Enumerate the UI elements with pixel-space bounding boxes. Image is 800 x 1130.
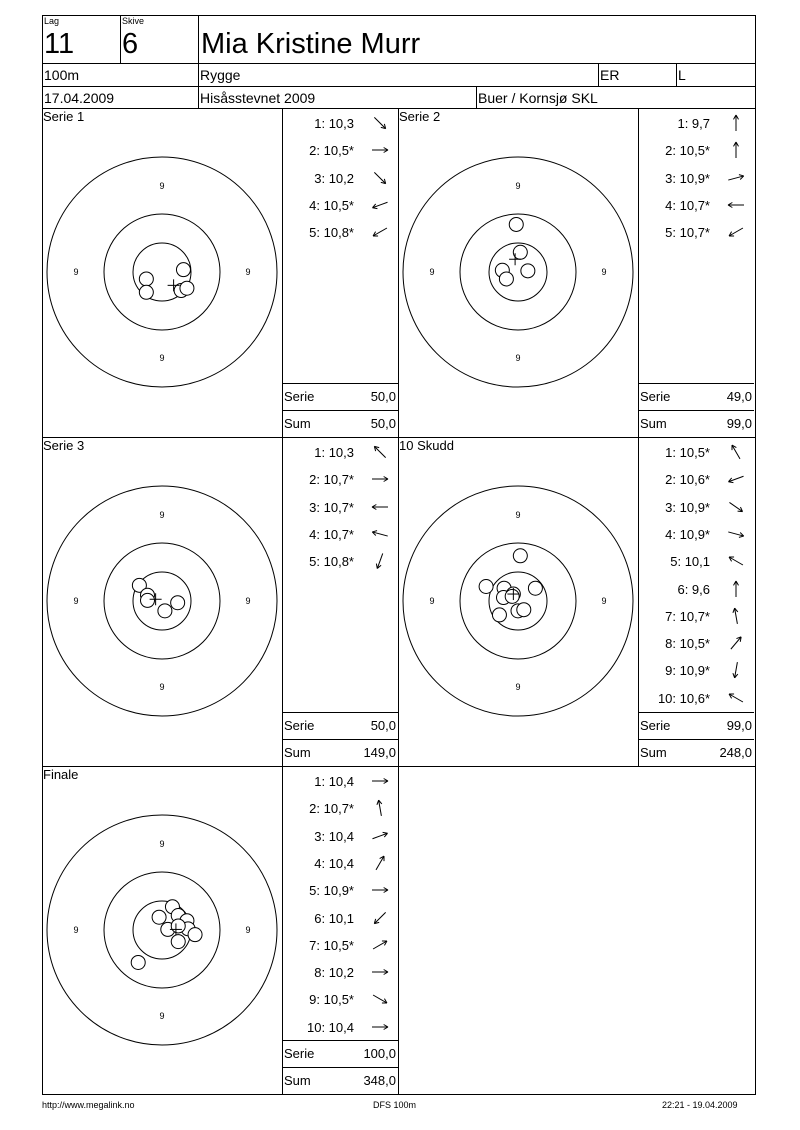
shot-score: 2: 10,5* (309, 143, 354, 159)
shooter-name: Mia Kristine Murr (201, 28, 421, 60)
shot-hole (505, 589, 519, 603)
ring-label: 9 (159, 181, 165, 191)
ring-label: 9 (601, 596, 607, 606)
serie-label: Serie (284, 718, 315, 733)
shot-direction-arrow-icon (726, 524, 746, 544)
target-face (400, 154, 636, 390)
serie-label: Serie (640, 389, 671, 404)
shot-direction-arrow-icon (726, 579, 746, 599)
shot-score: 2: 10,7* (309, 801, 354, 817)
shot-direction-arrow-icon (370, 497, 390, 517)
venue: Buer / Kornsjø SKL (478, 90, 598, 106)
shot-score: 5: 10,7* (665, 225, 710, 241)
shot-score: 1: 10,3 (314, 116, 354, 131)
shot-hole (528, 581, 542, 595)
shot-direction-arrow-icon (726, 113, 746, 133)
panel-title: Serie 2 (399, 109, 441, 124)
shot-hole (188, 928, 202, 942)
ring-label: 9 (429, 596, 435, 606)
ring-label: 9 (429, 267, 435, 277)
shot-score: 5: 10,8* (309, 225, 354, 241)
shot-hole (479, 580, 493, 594)
footer-url[interactable]: http://www.megalink.no (42, 1100, 135, 1110)
target-face (44, 483, 280, 719)
shot-score: 9: 10,5* (309, 992, 354, 1008)
serie-label: Serie (284, 1046, 315, 1061)
shot-direction-arrow-icon (370, 469, 390, 489)
grid-line (282, 739, 398, 740)
grid-line (638, 437, 639, 766)
shot-hole (141, 593, 155, 607)
shot-direction-arrow-icon (370, 962, 390, 982)
shot-direction-arrow-icon (370, 908, 390, 928)
ring-label: 9 (73, 925, 79, 935)
shot-direction-arrow-icon (726, 442, 746, 462)
shot-hole (176, 263, 190, 277)
shot-direction-arrow-icon (726, 469, 746, 489)
grid-line (282, 1040, 398, 1041)
target-face (400, 483, 636, 719)
panel-title: Serie 1 (43, 109, 85, 124)
shot-score: 5: 10,9* (309, 883, 354, 899)
shot-direction-arrow-icon (370, 551, 390, 571)
shot-direction-arrow-icon (370, 222, 390, 242)
shot-hole (180, 281, 194, 295)
grid-line (638, 739, 754, 740)
shot-hole (131, 955, 145, 969)
shot-hole (521, 264, 535, 278)
ring-label: 9 (159, 839, 165, 849)
grid-line (282, 383, 398, 384)
grid-line (282, 437, 283, 766)
grid-line (638, 712, 754, 713)
shot-score: 5: 10,8* (309, 554, 354, 570)
serie-total: 99,0 (726, 718, 752, 733)
shot-direction-arrow-icon (726, 551, 746, 571)
shot-hole (139, 272, 153, 286)
grid-line (638, 108, 639, 437)
shot-direction-arrow-icon (726, 606, 746, 626)
sum-label: Sum (284, 1073, 311, 1088)
shot-hole (171, 596, 185, 610)
shot-score: 4: 10,7* (665, 197, 710, 213)
serie-total: 49,0 (726, 389, 752, 404)
sum-label: Sum (284, 745, 311, 760)
shot-score: 4: 10,4 (314, 855, 354, 871)
grid-line (638, 410, 754, 411)
serie-total: 100,0 (363, 1046, 396, 1061)
sum-label: Sum (640, 416, 667, 431)
shot-score: 3: 10,9* (665, 499, 710, 515)
shot-direction-arrow-icon (370, 798, 390, 818)
shot-direction-arrow-icon (370, 935, 390, 955)
shot-score: 1: 10,4 (314, 774, 354, 789)
shot-direction-arrow-icon (370, 880, 390, 900)
shot-hole (158, 604, 172, 618)
sum-total: 99,0 (726, 416, 752, 431)
shot-direction-arrow-icon (726, 140, 746, 160)
serie-total: 50,0 (370, 389, 396, 404)
ring-label: 9 (159, 1011, 165, 1021)
shot-score: 7: 10,7* (665, 608, 710, 624)
shot-hole (492, 608, 506, 622)
shot-score: 4: 10,7* (309, 526, 354, 542)
shot-score: 3: 10,4 (314, 828, 354, 844)
shot-direction-arrow-icon (370, 989, 390, 1009)
shot-score: 2: 10,6* (665, 472, 710, 488)
date: 17.04.2009 (44, 90, 115, 106)
ring-label: 9 (515, 181, 521, 191)
shot-direction-arrow-icon (370, 113, 390, 133)
panel-title: Serie 3 (43, 438, 85, 453)
sum-label: Sum (284, 416, 311, 431)
shot-score: 1: 10,5* (665, 445, 710, 460)
serie-total: 50,0 (370, 718, 396, 733)
shot-score: 8: 10,2 (314, 965, 354, 981)
lag-label: Lag (44, 16, 60, 26)
shot-score: 10: 10,4 (307, 1019, 354, 1035)
grid-line (282, 410, 398, 411)
skive-label: Skive (122, 16, 145, 26)
shot-score: 3: 10,2 (314, 170, 354, 186)
serie-label: Serie (284, 389, 315, 404)
shot-direction-arrow-icon (726, 633, 746, 653)
ring-label: 9 (515, 682, 521, 692)
serie-label: Serie (640, 718, 671, 733)
footer-timestamp: 22:21 - 19.04.2009 (662, 1100, 738, 1110)
panel-title: Finale (43, 767, 79, 782)
footer-center: DFS 100m (373, 1100, 417, 1110)
shot-score: 1: 9,7 (677, 116, 710, 131)
shot-score: 10: 10,6* (657, 690, 710, 706)
ring-label: 9 (601, 267, 607, 277)
shot-direction-arrow-icon (370, 195, 390, 215)
shot-hole (171, 935, 185, 949)
ring-label: 9 (245, 925, 251, 935)
ring-label: 9 (515, 353, 521, 363)
shot-hole (509, 217, 523, 231)
shot-direction-arrow-icon (370, 524, 390, 544)
ring-label: 9 (159, 353, 165, 363)
shot-score: 8: 10,5* (665, 636, 710, 652)
sum-total: 248,0 (719, 745, 752, 760)
target-ring (104, 214, 220, 330)
skive-value: 6 (122, 28, 139, 60)
shot-direction-arrow-icon (726, 168, 746, 188)
grid-line (638, 383, 754, 384)
shot-direction-arrow-icon (726, 660, 746, 680)
shot-score: 9: 10,9* (665, 663, 710, 679)
ring-label: 9 (73, 267, 79, 277)
panel-title: 10 Skudd (399, 438, 454, 453)
ring-label: 9 (159, 682, 165, 692)
shot-direction-arrow-icon (726, 222, 746, 242)
shot-hole (139, 285, 153, 299)
target-ring (104, 543, 220, 659)
shot-direction-arrow-icon (726, 688, 746, 708)
grid-line (282, 712, 398, 713)
shot-score: 3: 10,7* (309, 499, 354, 515)
sum-label: Sum (640, 745, 667, 760)
shot-score: 4: 10,5* (309, 197, 354, 213)
sum-total: 50,0 (370, 416, 396, 431)
shot-score: 2: 10,5* (665, 143, 710, 159)
shot-hole (171, 919, 185, 933)
shot-score: 1: 10,3 (314, 445, 354, 460)
sum-total: 149,0 (363, 745, 396, 760)
event-name: Hisåsstevnet 2009 (200, 90, 316, 106)
shot-direction-arrow-icon (370, 771, 390, 791)
shot-direction-arrow-icon (726, 497, 746, 517)
lag-value: 11 (44, 28, 75, 60)
ring-label: 9 (515, 510, 521, 520)
shot-score: 5: 10,1 (670, 554, 710, 570)
ring-label: 9 (245, 596, 251, 606)
shot-hole (513, 549, 527, 563)
shot-direction-arrow-icon (726, 195, 746, 215)
grid-line (282, 766, 283, 1094)
shot-hole (152, 910, 166, 924)
class: ER (600, 67, 620, 83)
shot-score: 2: 10,7* (309, 472, 354, 488)
grid-line (398, 766, 399, 1094)
grid-line (398, 108, 399, 766)
shot-direction-arrow-icon (370, 168, 390, 188)
shot-score: 7: 10,5* (309, 937, 354, 953)
shot-direction-arrow-icon (370, 1017, 390, 1037)
grid-line (282, 108, 283, 437)
sum-total: 348,0 (363, 1073, 396, 1088)
class-secondary: L (678, 67, 686, 83)
ring-label: 9 (159, 510, 165, 520)
distance: 100m (44, 67, 80, 83)
shot-score: 4: 10,9* (665, 526, 710, 542)
shot-direction-arrow-icon (370, 140, 390, 160)
shot-score: 6: 9,6 (677, 581, 710, 597)
shot-direction-arrow-icon (370, 853, 390, 873)
club: Rygge (200, 67, 241, 83)
grid-line (282, 1067, 398, 1068)
target-face (44, 812, 280, 1048)
shot-hole (499, 272, 513, 286)
bottom-border (42, 1094, 755, 1095)
shot-score: 3: 10,9* (665, 170, 710, 186)
shot-score: 6: 10,1 (314, 910, 354, 926)
ring-label: 9 (245, 267, 251, 277)
ring-label: 9 (73, 596, 79, 606)
shot-direction-arrow-icon (370, 442, 390, 462)
target-face (44, 154, 280, 390)
shot-hole (517, 603, 531, 617)
shot-direction-arrow-icon (370, 826, 390, 846)
